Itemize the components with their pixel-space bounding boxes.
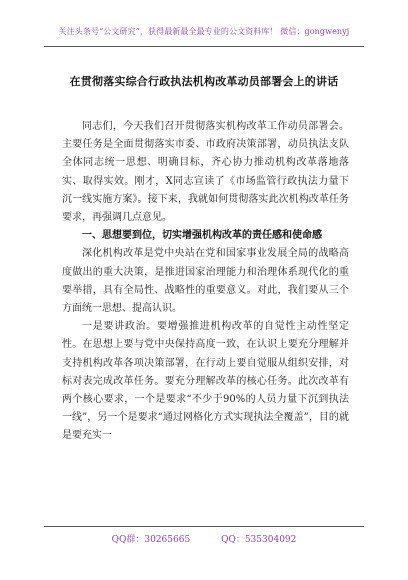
footer bbox=[0, 532, 408, 545]
document-body bbox=[62, 118, 349, 446]
footer-qq-group: QQ群：30265665 bbox=[111, 535, 191, 545]
header-note: 关注头条号“公文研究”，获得最新最全最专业的公文资料库！ 微信：gongwenyj bbox=[58, 27, 350, 36]
footer-qq: QQ：535304092 bbox=[221, 535, 297, 545]
paragraph-reform-significance: 深化机构改革是党中央站在党和国家事业发展全局的战略高度做出的重大决策，是推进国家治理能力和治理体系现代化的重要举措，具有全局性、战略性的重要意义。对此，我们要从三个方面统一思想、提高认识。 bbox=[62, 248, 349, 315]
document-title: 在贯彻落实综合行政执法机构改革动员部署会上的讲话 bbox=[69, 75, 339, 88]
section-heading-1: 一、思想要到位，切实增强机构改革的责任感和使命感 bbox=[82, 230, 322, 242]
header-divider bbox=[44, 46, 364, 47]
paragraph-opening: 同志们，今天我们召开贯彻落实机构改革工作动员部署会。主要任务是全面贯彻落实市委、市政府决策部署，动员执法支队全体同志统一思想、明确目标，齐心协力推动机构改革落地落实、取得实效。刚才，X同志宣读了《市场监管行政执法力量下沉一线实施方案》。接下来，我就如何贯彻落实此次机构改革任务要求，再强调几点意见。 bbox=[62, 121, 349, 224]
paragraph-politics: 一是要讲政治。要增强推进机构改革的自觉性主动性坚定性。在思想上要与党中央保持高度一致，在认识上要充分理解并支持机构改革各项决策部署，在行动上要自觉服从组织安排，对标对表完成改革任务。要充分理解改革的核心任务。此次改革有两个核心要求，一个是要求“不少于90%的人员力量下沉到执法一线”，另一个是要求“通过网格化方式实现执法全覆盖”，目的就是要充实一 bbox=[62, 321, 349, 442]
footer-divider bbox=[44, 526, 364, 527]
